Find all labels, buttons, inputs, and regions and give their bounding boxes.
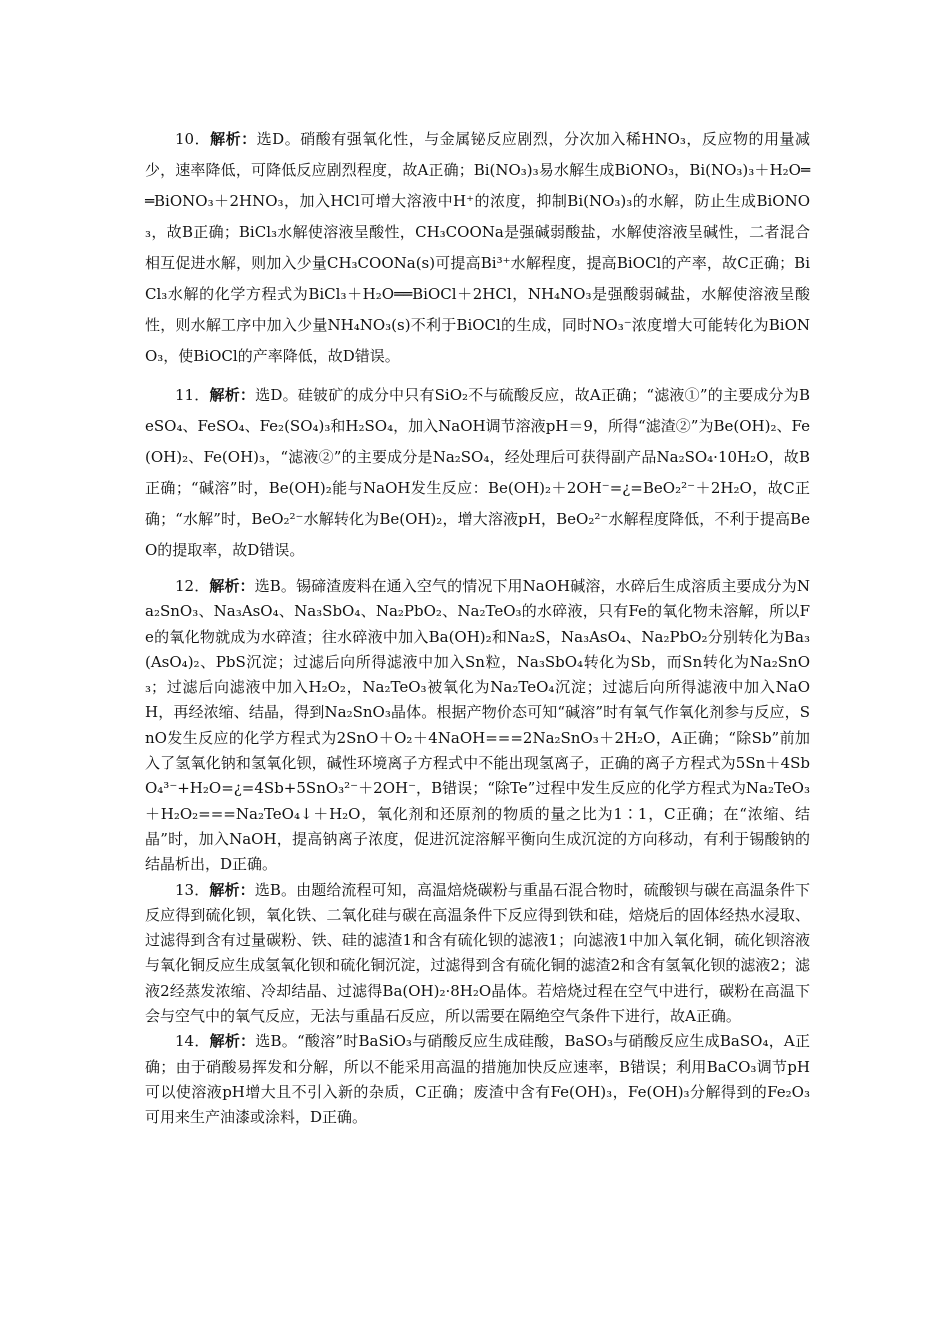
answer-number: 11 (175, 386, 195, 404)
answer-label: 解析： (209, 1032, 256, 1051)
answer-11: 11．解析：选D。硅铍矿的成分中只有SiO₂不与硫酸反应，故A正确；“滤液①”的主要成分为BeSO₄、FeSO₄、Fe₂(SO₄)₃和H₂SO₄，加入NaOH调节溶液pH＝9，所得“滤渣②”为Be(OH)₂、Fe(OH)₂、Fe(OH)₃，“滤液②”的主要成分是Na₂SO₄，经处理后可获得副产品Na₂SO₄·10H₂O，故B正确；“碱溶”时，Be(OH)₂能与NaOH发生反应：Be(OH)₂＋2OH⁻=¿=BeO₂²⁻＋2H₂O，故C正确；“水解”时，BeO₂²⁻水解转化为Be(OH)₂，增大溶液pH，BeO₂²⁻水解程度降低，不利于提高BeO的提取率，故D错误。 (145, 386, 810, 559)
answer-text: 选D。硅铍矿的成分中只有SiO₂不与硫酸反应，故A正确；“滤液①”的主要成分为BeSO₄、FeSO₄、Fe₂(SO₄)₃和H₂SO₄，加入NaOH调节溶液pH＝9，所得“滤渣②”为Be(OH)₂、Fe(OH)₂、Fe(OH)₃，“滤液②”的主要成分是Na₂SO₄，经处理后可获得副产品Na₂SO₄·10H₂O，故B正确；“碱溶”时，Be(OH)₂能与NaOH发生反应：Be(OH)₂＋2OH⁻=¿=BeO₂²⁻＋2H₂O，故C正确；“水解”时，BeO₂²⁻水解转化为Be(OH)₂，增大溶液pH，BeO₂²⁻水解程度降低，不利于提高BeO的提取率，故D错误。 (145, 386, 810, 559)
answer-label: 解析： (209, 577, 255, 595)
answer-13: 13．解析：选B。由题给流程可知，高温焙烧碳粉与重晶石混合物时，硫酸钡与碳在高温条件下反应得到硫化钡，氧化铁、二氧化硅与碳在高温条件下反应得到铁和硅，焙烧后的固体经热水浸取、过滤得到含有过量碳粉、铁、硅的滤渣1和含有硫化钡的滤液1；向滤液1中加入氧化铜，硫化钡溶液与氧化铜反应生成氢氧化钡和硫化铜沉淀，过滤得到含有硫化铜的滤渣2和含有氢氧化钡的滤液2；滤液2经蒸发浓缩、冷却结晶、过滤得Ba(OH)₂·8H₂O晶体。若焙烧过程在空气中进行，碳粉在高温下会与空气中的氧气反应，无法与重晶石反应，所以需要在隔绝空气条件下进行，故A正确。 (145, 880, 810, 1026)
answer-text: 选D。硝酸有强氧化性，与金属铋反应剧烈，分次加入稀HNO₃，反应物的用量减少，速率降低，可降低反应剧烈程度，故A正确；Bi(NO₃)₃易水解生成BiONO₃，Bi(NO₃)₃＋H₂O══BiONO₃＋2HNO₃，加入HCl可增大溶液中H⁺的浓度，抑制Bi(NO₃)₃的水解，防止生成BiONO₃，故B正确；BiCl₃水解使溶液呈酸性，CH₃COONa是强碱弱酸盐，水解使溶液呈碱性，二者混合相互促进水解，则加入少量CH₃COONa(s)可提高Bi³⁺水解程度，提高BiOCl的产率，故C正确；BiCl₃水解的化学方程式为BiCl₃＋H₂O══BiOCl＋2HCl，NH₄NO₃是强酸弱碱盐，水解使溶液呈酸性，则水解工序中加入少量NH₄NO₃(s)不利于BiOCl的生成，同时NO₃⁻浓度增大可能转化为BiONO₃，使BiOCl的产率降低，故D错误。 (145, 130, 810, 365)
answer-page (145, 124, 810, 1131)
answer-number: 12 (175, 577, 195, 595)
answer-text: 选B。由题给流程可知，高温焙烧碳粉与重晶石混合物时，硫酸钡与碳在高温条件下反应得到硫化钡，氧化铁、二氧化硅与碳在高温条件下反应得到铁和硅，焙烧后的固体经热水浸取、过滤得到含有过量碳粉、铁、硅的滤渣1和含有硫化钡的滤液1；向滤液1中加入氧化铜，硫化钡溶液与氧化铜反应生成氢氧化钡和硫化铜沉淀，过滤得到含有硫化铜的滤渣2和含有氢氧化钡的滤液2；滤液2经蒸发浓缩、冷却结晶、过滤得Ba(OH)₂·8H₂O晶体。若焙烧过程在空气中进行，碳粉在高温下会与空气中的氧气反应，无法与重晶石反应，所以需要在隔绝空气条件下进行，故A正确。 (145, 880, 810, 1026)
answer-number: 14 (175, 1032, 195, 1051)
answer-text: 选B。“酸溶”时BaSiO₃与硝酸反应生成硅酸，BaSO₃与硝酸反应生成BaSO₄，A正确；由于硝酸易挥发和分解，所以不能采用高温的措施加快反应速率，B错误；利用BaCO₃调节pH可以使溶液pH增大且不引入新的杂质，C正确；废渣中含有Fe(OH)₃，Fe(OH)₃分解得到的Fe₂O₃可用来生产油漆或涂料，D正确。 (145, 1032, 810, 1127)
answer-text: 选B。锡碲渣废料在通入空气的情况下用NaOH碱溶，水碎后生成溶质主要成分为Na₂SnO₃、Na₃AsO₄、Na₃SbO₄、Na₂PbO₂、Na₂TeO₃的水碎液，只有Fe的氧化物未溶解，所以Fe的氧化物就成为水碎渣；往水碎液中加入Ba(OH)₂和Na₂S，Na₃AsO₄、Na₂PbO₂分别转化为Ba₃(AsO₄)₂、PbS沉淀；过滤后向所得滤液中加入Sn粒，Na₃SbO₄转化为Sb，而Sn转化为Na₂SnO₃；过滤后向滤液中加入H₂O₂，Na₂TeO₃被氧化为Na₂TeO₄沉淀；过滤后向所得滤液中加入NaOH，再经浓缩、结晶，得到Na₂SnO₃晶体。根据产物价态可知“碱溶”时有氧气作氧化剂参与反应，SnO发生反应的化学方程式为2SnO＋O₂＋4NaOH===2Na₂SnO₃＋2H₂O，A正确；“除Sb”前加入了氢氧化钠和氢氧化钡，碱性环境离子方程式中不能出现氢离子，正确的离子方程式为5Sn＋4SbO₄³⁻+H₂O=¿=4Sb+5SnO₃²⁻＋2OH⁻，B错误；“除Te”过程中发生反应的化学方程式为Na₂TeO₃＋H₂O₂===Na₂TeO₄↓＋H₂O，氧化剂和还原剂的物质的量之比为1∶1，C正确；在“浓缩、结晶”时，加入NaOH，提高钠离子浓度，促进沉淀溶解平衡向生成沉淀的方向移动，有利于锡酸钠的结晶析出，D正确。 (145, 577, 810, 874)
answer-number: 13 (175, 880, 195, 899)
answer-number: 10 (175, 130, 195, 148)
answer-label: 解析： (209, 880, 255, 899)
answer-12: 12．解析：选B。锡碲渣废料在通入空气的情况下用NaOH碱溶，水碎后生成溶质主要成分为Na₂SnO₃、Na₃AsO₄、Na₃SbO₄、Na₂PbO₂、Na₂TeO₃的水碎液，只有Fe的氧化物未溶解，所以Fe的氧化物就成为水碎渣；往水碎液中加入Ba(OH)₂和Na₂S，Na₃AsO₄、Na₂PbO₂分别转化为Ba₃(AsO₄)₂、PbS沉淀；过滤后向所得滤液中加入Sn粒，Na₃SbO₄转化为Sb，而Sn转化为Na₂SnO₃；过滤后向滤液中加入H₂O₂，Na₂TeO₃被氧化为Na₂TeO₄沉淀；过滤后向所得滤液中加入NaOH，再经浓缩、结晶，得到Na₂SnO₃晶体。根据产物价态可知“碱溶”时有氧气作氧化剂参与反应，SnO发生反应的化学方程式为2SnO＋O₂＋4NaOH===2Na₂SnO₃＋2H₂O，A正确；“除Sb”前加入了氢氧化钠和氢氧化钡，碱性环境离子方程式中不能出现氢离子，正确的离子方程式为5Sn＋4SbO₄³⁻+H₂O=¿=4Sb+5SnO₃²⁻＋2OH⁻，B错误；“除Te”过程中发生反应的化学方程式为Na₂TeO₃＋H₂O₂===Na₂TeO₄↓＋H₂O，氧化剂和还原剂的物质的量之比为1∶1，C正确；在“浓缩、结晶”时，加入NaOH，提高钠离子浓度，促进沉淀溶解平衡向生成沉淀的方向移动，有利于锡酸钠的结晶析出，D正确。 (145, 577, 810, 874)
answer-label: 解析： (210, 130, 257, 148)
answer-10: 10．解析：选D。硝酸有强氧化性，与金属铋反应剧烈，分次加入稀HNO₃，反应物的用量减少，速率降低，可降低反应剧烈程度，故A正确；Bi(NO₃)₃易水解生成BiONO₃，Bi(NO₃)₃＋H₂O══BiONO₃＋2HNO₃，加入HCl可增大溶液中H⁺的浓度，抑制Bi(NO₃)₃的水解，防止生成BiONO₃，故B正确；BiCl₃水解使溶液呈酸性，CH₃COONa是强碱弱酸盐，水解使溶液呈碱性，二者混合相互促进水解，则加入少量CH₃COONa(s)可提高Bi³⁺水解程度，提高BiOCl的产率，故C正确；BiCl₃水解的化学方程式为BiCl₃＋H₂O══BiOCl＋2HCl，NH₄NO₃是强酸弱碱盐，水解使溶液呈酸性，则水解工序中加入少量NH₄NO₃(s)不利于BiOCl的生成，同时NO₃⁻浓度增大可能转化为BiONO₃，使BiOCl的产率降低，故D错误。 (145, 130, 810, 365)
answer-14: 14．解析：选B。“酸溶”时BaSiO₃与硝酸反应生成硅酸，BaSO₃与硝酸反应生成BaSO₄，A正确；由于硝酸易挥发和分解，所以不能采用高温的措施加快反应速率，B错误；利用BaCO₃调节pH可以使溶液pH增大且不引入新的杂质，C正确；废渣中含有Fe(OH)₃，Fe(OH)₃分解得到的Fe₂O₃可用来生产油漆或涂料，D正确。 (145, 1032, 810, 1127)
answer-label: 解析： (209, 386, 256, 404)
